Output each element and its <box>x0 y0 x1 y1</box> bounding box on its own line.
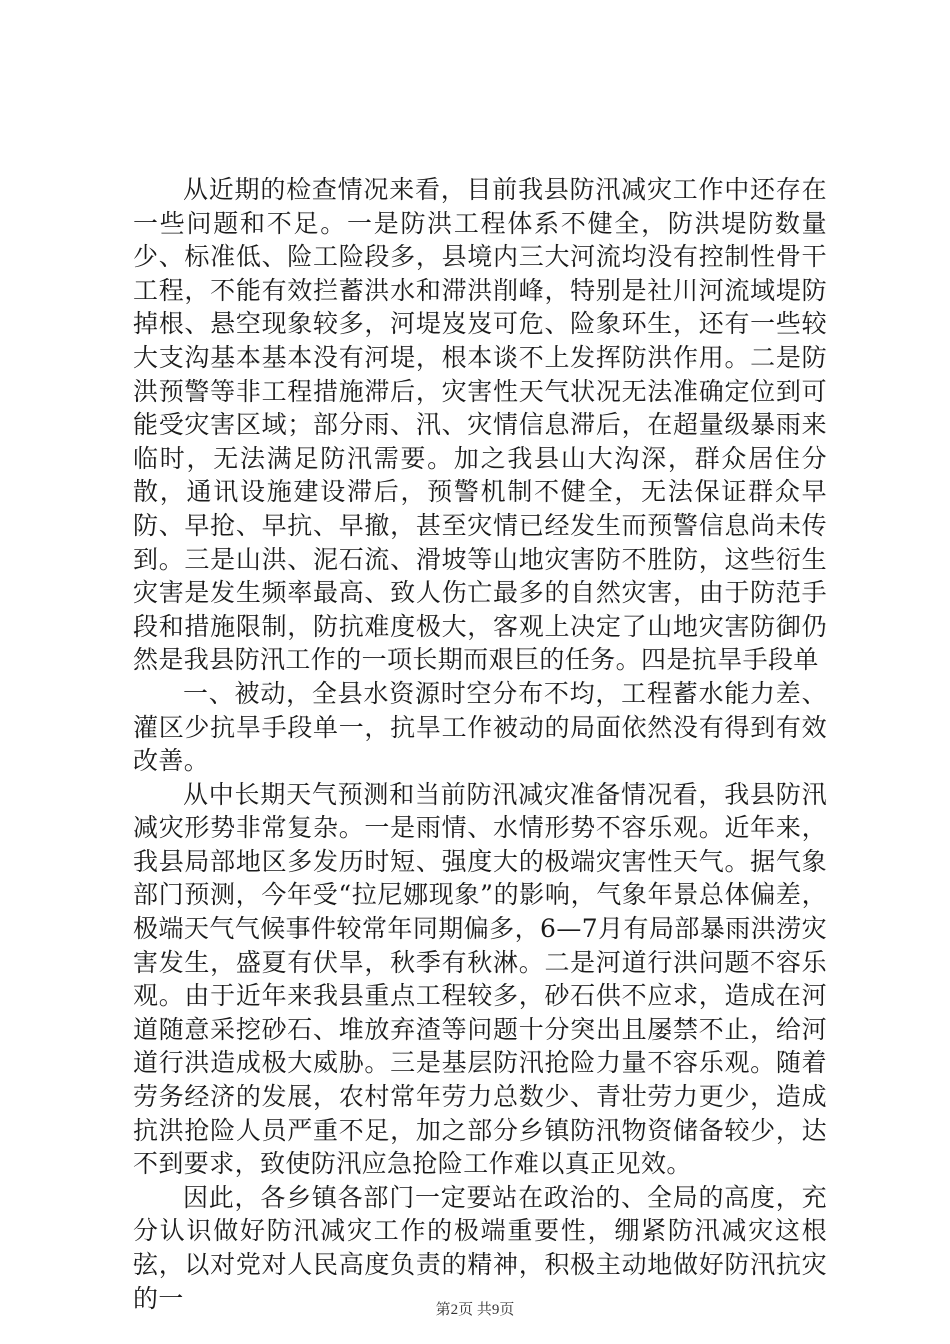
paragraph-3: 从中长期天气预测和当前防汛减灾准备情况看，我县防汛减灾形势非常复杂。一是雨情、水情形势不容乐观。近年来，我县局部地区多发历时短、强度大的极端灾害性天气。据气象部门预测，今年受“拉尼娜现象”的影响，气象年景总体偏差，极端天气气候事件较常年同期偏多，6—7月有局部暴雨洪涝灾害发生，盛夏有伏旱，秋季有秋淋。二是河道行洪问题不容乐观。由于近年来我县重点工程较多，砂石供不应求，造成在河道随意采挖砂石、堆放弃渣等问题十分突出且屡禁不止，给河道行洪造成极大威胁。三是基层防汛抢险力量不容乐观。随着劳务经济的发展，农村常年劳力总数少、青壮劳力更少，造成抗洪抢险人员严重不足，加之部分乡镇防汛物资储备较少，达不到要求，致使防汛应急抢险工作难以真正见效。 <box>133 779 827 1179</box>
paragraph-2: 一、被动，全县水资源时空分布不均，工程蓄水能力差、灌区少抗旱手段单一，抗旱工作被动的局面依然没有得到有效改善。 <box>133 678 827 776</box>
document-body <box>133 173 827 1315</box>
paragraph-4: 因此，各乡镇各部门一定要站在政治的、全局的高度，充分认识做好防汛减灾工作的极端重要性，绷紧防汛减灾这根弦，以对党对人民高度负责的精神，积极主动地做好防汛抗灾的一 <box>133 1182 827 1313</box>
paragraph-1: 从近期的检查情况来看，目前我县防汛减灾工作中还存在一些问题和不足。一是防洪工程体系不健全，防洪堤防数量少、标准低、险工险段多，县境内三大河流均没有控制性骨干工程，不能有效拦蓄洪水和滞洪削峰，特别是社川河流域堤防掉根、悬空现象较多，河堤岌岌可危、险象环生，还有一些较大支沟基本基本没有河堤，根本谈不上发挥防洪作用。二是防洪预警等非工程措施滞后，灾害性天气状况无法准确定位到可能受灾害区域；部分雨、汛、灾情信息滞后，在超量级暴雨来临时，无法满足防汛需要。加之我县山大沟深，群众居住分散，通讯设施建设滞后，预警机制不健全，无法保证群众早防、早抢、早抗、早撤，甚至灾情已经发生而预警信息尚未传到。三是山洪、泥石流、滑坡等山地灾害防不胜防，这些衍生灾害是发生频率最高、致人伤亡最多的自然灾害，由于防范手段和措施限制，防抗难度极大，客观上决定了山地灾害防御仍然是我县防汛工作的一项长期而艰巨的任务。四是抗旱手段单 <box>133 175 827 675</box>
page-number-footer: 第2页 共9页 <box>435 1302 515 1318</box>
